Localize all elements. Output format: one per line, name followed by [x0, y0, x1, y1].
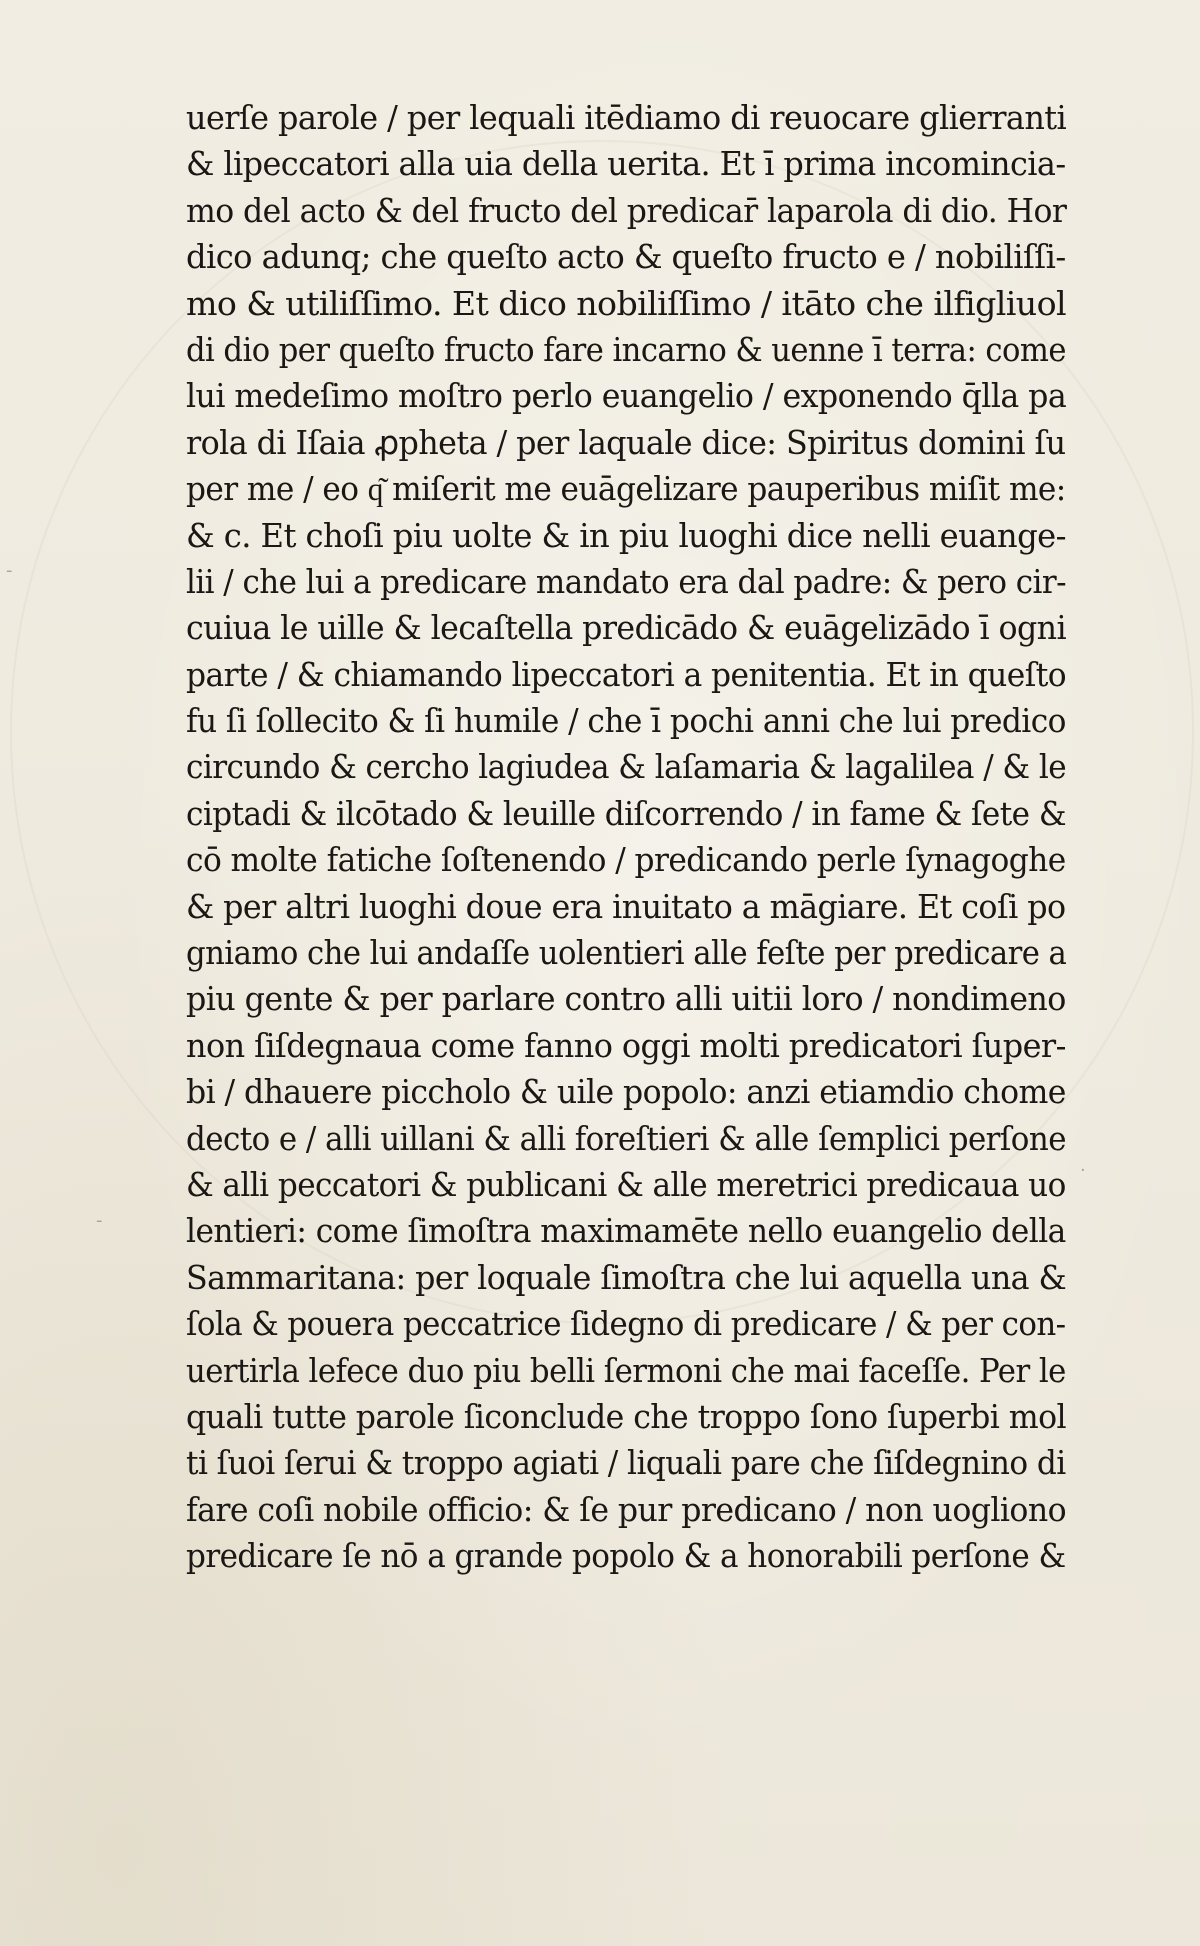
text-line: circundo & cercho lagiudea & laſamaria & lagalilea / & le [186, 747, 1067, 787]
text-line: ciptadi & ilcōtado & leuille diſcorrendo / in fame & ſete & [186, 793, 1066, 833]
margin-speck: ‐ [96, 1210, 103, 1231]
text-line: lii / che lui a predicare mandato era dal padre: & pero cir- [186, 561, 1067, 601]
text-line: mo & utiliſſimo. Et dico nobiliſſimo / itāto che ilfigliuol [186, 283, 1067, 323]
text-line: lentieri: come ſimoſtra maximamēte nello euangelio della [186, 1211, 1066, 1251]
text-line: ſola & pouera peccatrice ſidegno di predicare / & per con- [186, 1304, 1066, 1344]
text-line: Sammaritana: per loquale ſimoſtra che lui aquella una & [186, 1257, 1067, 1297]
text-line: cuiua le uille & lecaſtella predicādo & euāgelizādo ī ogni [186, 608, 1067, 648]
text-line: & lipeccatori alla uia della uerita. Et ī prima incomincia- [186, 144, 1066, 184]
text-line: dico adunq; che queſto acto & queſto fructo e / nobiliſſi- [186, 237, 1066, 277]
text-line: & c. Et choſi piu uolte & in piu luoghi dice nelli euange- [186, 515, 1066, 555]
text-line: rola di Iſaia ꝓpheta / per laquale dice: Spiritus domini ſu [186, 422, 1066, 462]
text-line: bi / dhauere piccholo & uile popolo: anzi etiamdio chome [186, 1072, 1066, 1112]
text-line: & per altri luoghi doue era inuitato a māgiare. Et coſi po [186, 886, 1066, 926]
body-text [186, 95, 1066, 1580]
text-line: parte / & chiamando lipeccatori a penitentia. Et in queſto [186, 654, 1067, 694]
text-line: quali tutte parole ſiconclude che troppo ſono ſuperbi mol [186, 1396, 1067, 1436]
text-line: fu ſi ſollecito & ſi humile / che ī pochi anni che lui predico [186, 701, 1066, 741]
text-line: lui medeſimo moſtro perlo euangelio / exponendo q̄lla pa [186, 376, 1067, 416]
text-line: mo del acto & del fructo del predicar̄ laparola di dio. Hor [186, 190, 1067, 230]
margin-speck: ‐ [6, 560, 13, 581]
text-line: piu gente & per parlare contro alli uitii loro / nondimeno [186, 979, 1066, 1019]
text-line: ti ſuoi ſerui & troppo agiati / liquali pare che ſiſdegnino di [186, 1443, 1066, 1483]
text-line: cō molte fatiche ſoſtenendo / predicando perle ſynagoghe [186, 840, 1066, 880]
text-line: non ſiſdegnaua come fanno oggi molti predicatori ſuper- [186, 1025, 1066, 1065]
text-line: fare coſi nobile officio: & ſe pur predicano / non uogliono [186, 1489, 1067, 1529]
text-line: di dio per queſto fructo fare incarno & uenne ī terra: come [186, 329, 1066, 369]
text-line: predicare ſe nō a grande popolo & a honorabili perſone & [186, 1536, 1066, 1576]
text-line: & alli peccatori & publicani & alle meretrici predicaua uo [186, 1164, 1066, 1204]
text-line: per me / eo q͂ miſerit me euāgelizare pauperibus miſit me: [186, 469, 1066, 509]
text-line: uerſe parole / per lequali itēdiamo di reuocare glierranti [186, 98, 1067, 137]
margin-speck: · [1080, 1160, 1086, 1181]
text-line: decto e / alli uillani & alli foreſtieri & alle ſemplici perſone [186, 1118, 1066, 1158]
text-line: uertirla lefece duo piu belli ſermoni che mai faceſſe. Per le [186, 1350, 1066, 1390]
text-line: gniamo che lui andaſſe uolentieri alle feſte per predicare a [186, 933, 1067, 973]
